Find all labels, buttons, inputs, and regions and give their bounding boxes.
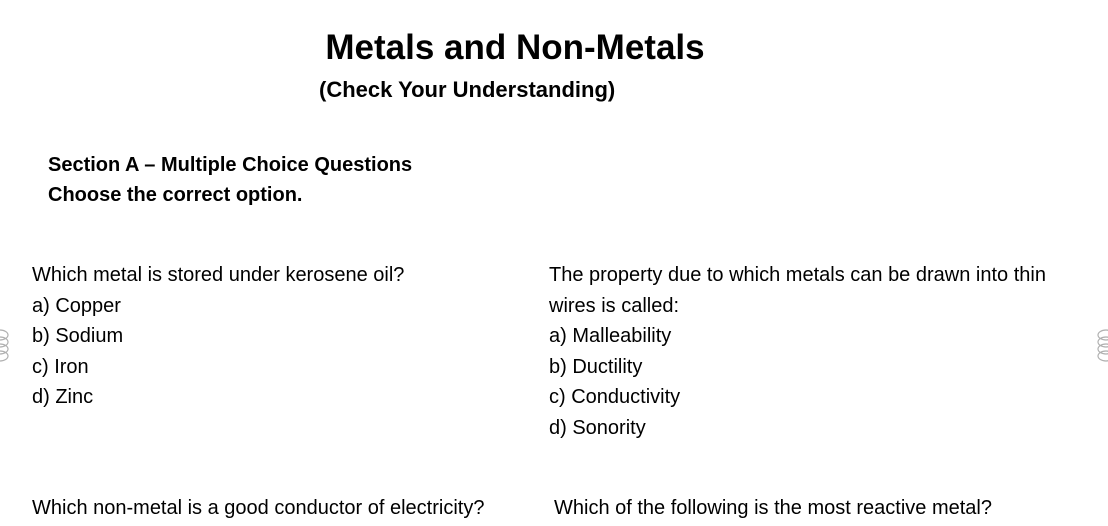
section-heading: Section A – Multiple Choice Questions — [48, 154, 413, 176]
question-text: Which of the following is the most reactive metal? — [554, 497, 992, 519]
option-b: b) Ductility — [549, 355, 643, 378]
page-title: Metals and Non-Metals — [325, 28, 705, 67]
option-b: b) Sodium — [32, 325, 124, 347]
option-c: c) Conductivity — [549, 386, 681, 408]
section-instruction: Choose the correct option. — [48, 184, 303, 206]
question-text-continued: wires is called: — [549, 294, 680, 317]
binding-ring-icon — [1094, 328, 1108, 364]
question-text: Which non-metal is a good conductor of electricity? — [32, 497, 485, 519]
section-header — [48, 150, 412, 210]
option-a: a) Copper — [32, 294, 121, 317]
option-d: d) Zinc — [32, 386, 94, 408]
question-text: The property due to which metals can be drawn into thin — [549, 264, 1046, 286]
binding-ring-icon — [0, 328, 12, 364]
page-subtitle: (Check Your Understanding) — [319, 77, 616, 102]
question-3 — [32, 493, 484, 524]
question-text: Which metal is stored under kerosene oil? — [32, 264, 405, 286]
option-d: d) Sonority — [549, 416, 646, 439]
question-2 — [549, 260, 1046, 443]
option-c: c) Iron — [32, 355, 89, 378]
option-a: a) Malleability — [549, 325, 672, 347]
question-1 — [32, 260, 404, 413]
question-4 — [554, 493, 992, 524]
